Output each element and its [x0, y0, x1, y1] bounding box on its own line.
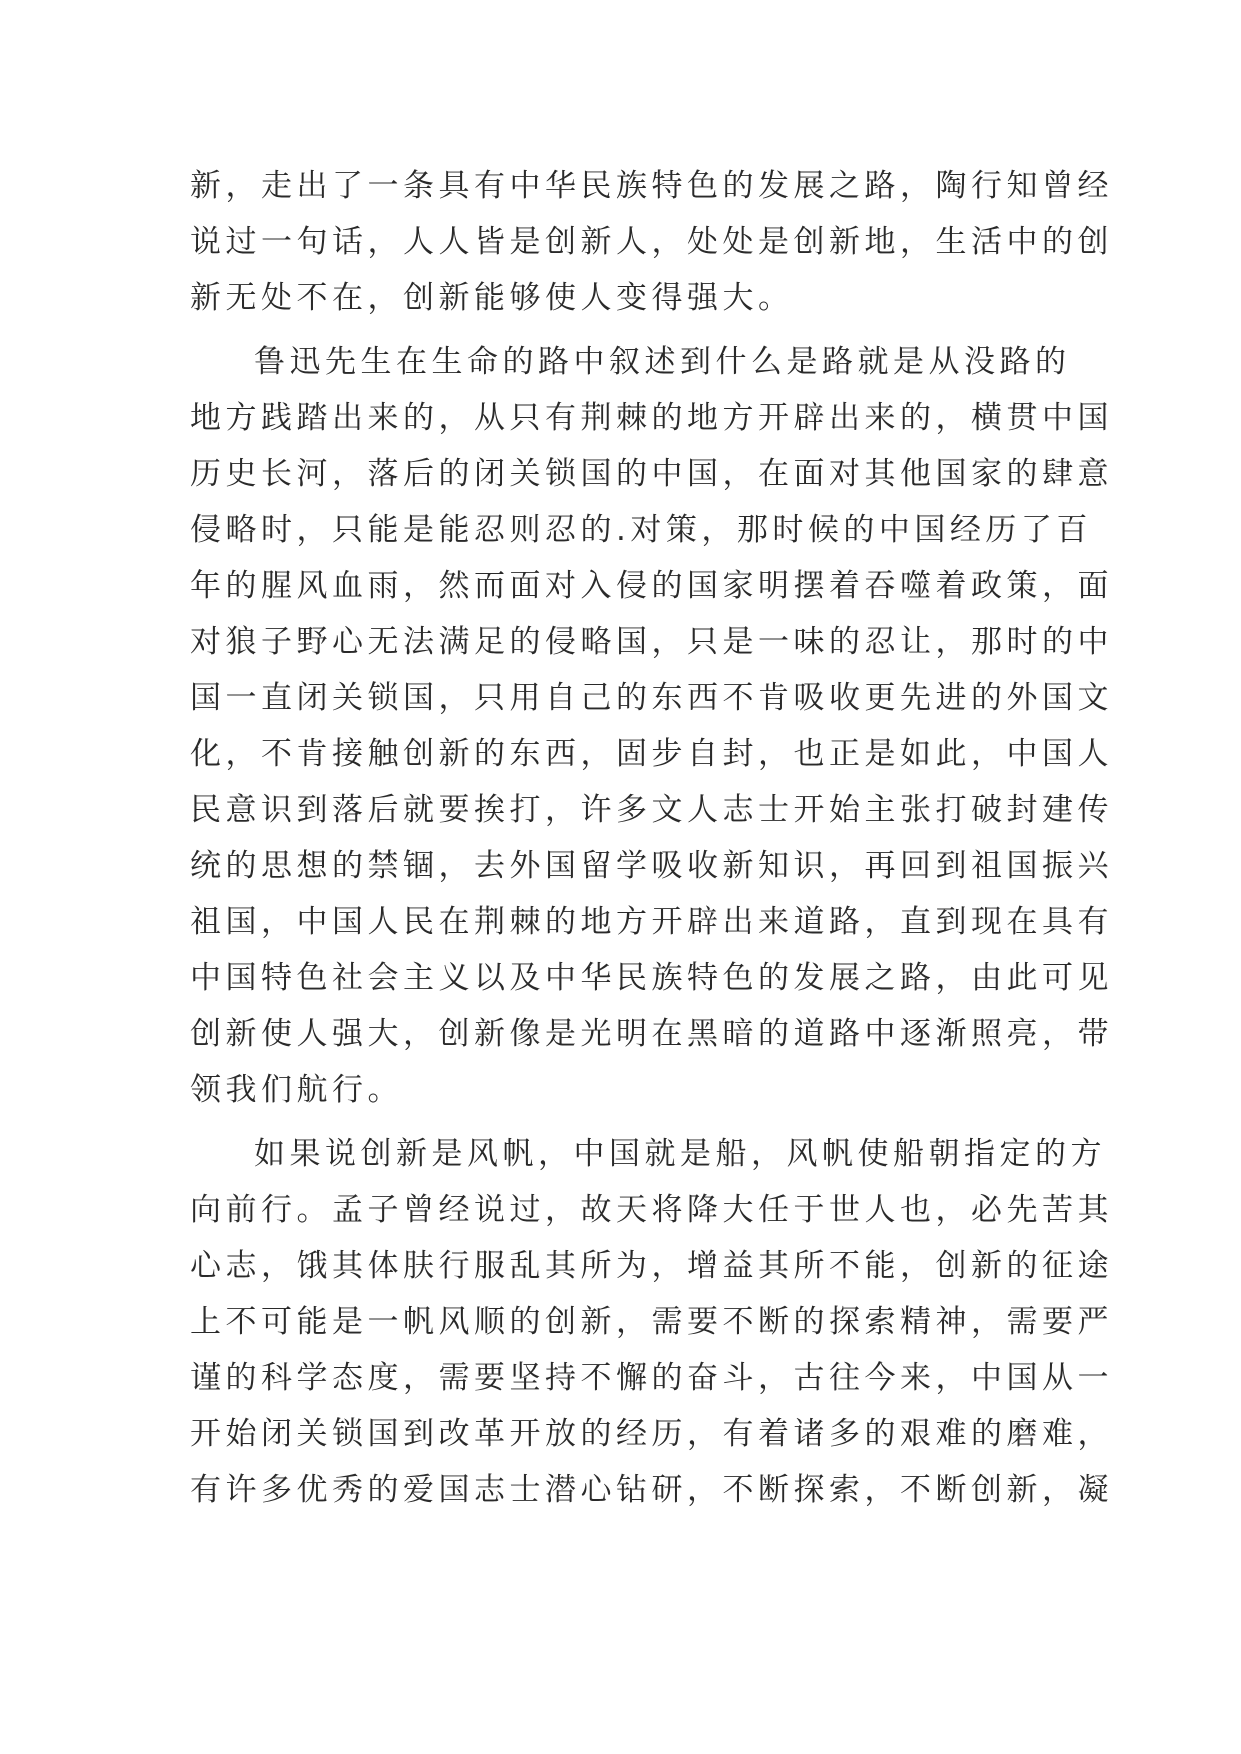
- text-line: 领我们航行。: [190, 1072, 403, 1108]
- text-line: 地方践踏出来的，从只有荆棘的地方开辟出来的，横贯中国: [190, 400, 1113, 436]
- text-line: 侵略时，只能是能忍则忍的.对策，那时候的中国经历了百: [190, 512, 1092, 548]
- text-line: 上不可能是一帆风顺的创新，需要不断的探索精神，需要严: [190, 1304, 1113, 1340]
- text-line: 历史长河，落后的闭关锁国的中国，在面对其他国家的肆意: [190, 456, 1113, 492]
- text-line: 国一直闭关锁国，只用自己的东西不肯吸收更先进的外国文: [190, 680, 1113, 716]
- text-line: 创新使人强大，创新像是光明在黑暗的道路中逐渐照亮，带: [190, 1016, 1113, 1052]
- text-line: 祖国，中国人民在荆棘的地方开辟出来道路，直到现在具有: [190, 904, 1113, 940]
- text-line: 中国特色社会主义以及中华民族特色的发展之路，由此可见: [190, 960, 1113, 996]
- text-line: 谨的科学态度，需要坚持不懈的奋斗，古往今来，中国从一: [190, 1360, 1113, 1396]
- text-line: 有许多优秀的爱国志士潜心钻研，不断探索，不断创新，凝: [190, 1472, 1113, 1508]
- text-line: 统的思想的禁锢，去外国留学吸收新知识，再回到祖国振兴: [190, 848, 1113, 884]
- paragraph-first-line: 如果说创新是风帆，中国就是船，风帆使船朝指定的方: [254, 1136, 1106, 1172]
- text-line: 对狼子野心无法满足的侵略国，只是一味的忍让，那时的中: [190, 624, 1113, 660]
- text-line: 新，走出了一条具有中华民族特色的发展之路，陶行知曾经: [190, 168, 1113, 204]
- text-line: 向前行。孟子曾经说过，故天将降大任于世人也，必先苦其: [190, 1192, 1113, 1228]
- text-line: 民意识到落后就要挨打，许多文人志士开始主张打破封建传: [190, 792, 1113, 828]
- text-line: 开始闭关锁国到改革开放的经历，有着诸多的艰难的磨难，: [190, 1416, 1113, 1452]
- text-line: 化，不肯接触创新的东西，固步自封，也正是如此，中国人: [190, 736, 1113, 772]
- text-line: 心志，饿其体肤行服乱其所为，增益其所不能，创新的征途: [190, 1248, 1113, 1284]
- text-line: 说过一句话，人人皆是创新人，处处是创新地，生活中的创: [190, 224, 1113, 260]
- text-line: 新无处不在，创新能够使人变得强大。: [190, 280, 794, 316]
- text-line: 年的腥风血雨，然而面对入侵的国家明摆着吞噬着政策，面: [190, 568, 1113, 604]
- paragraph-first-line: 鲁迅先生在生命的路中叙述到什么是路就是从没路的: [254, 344, 1071, 380]
